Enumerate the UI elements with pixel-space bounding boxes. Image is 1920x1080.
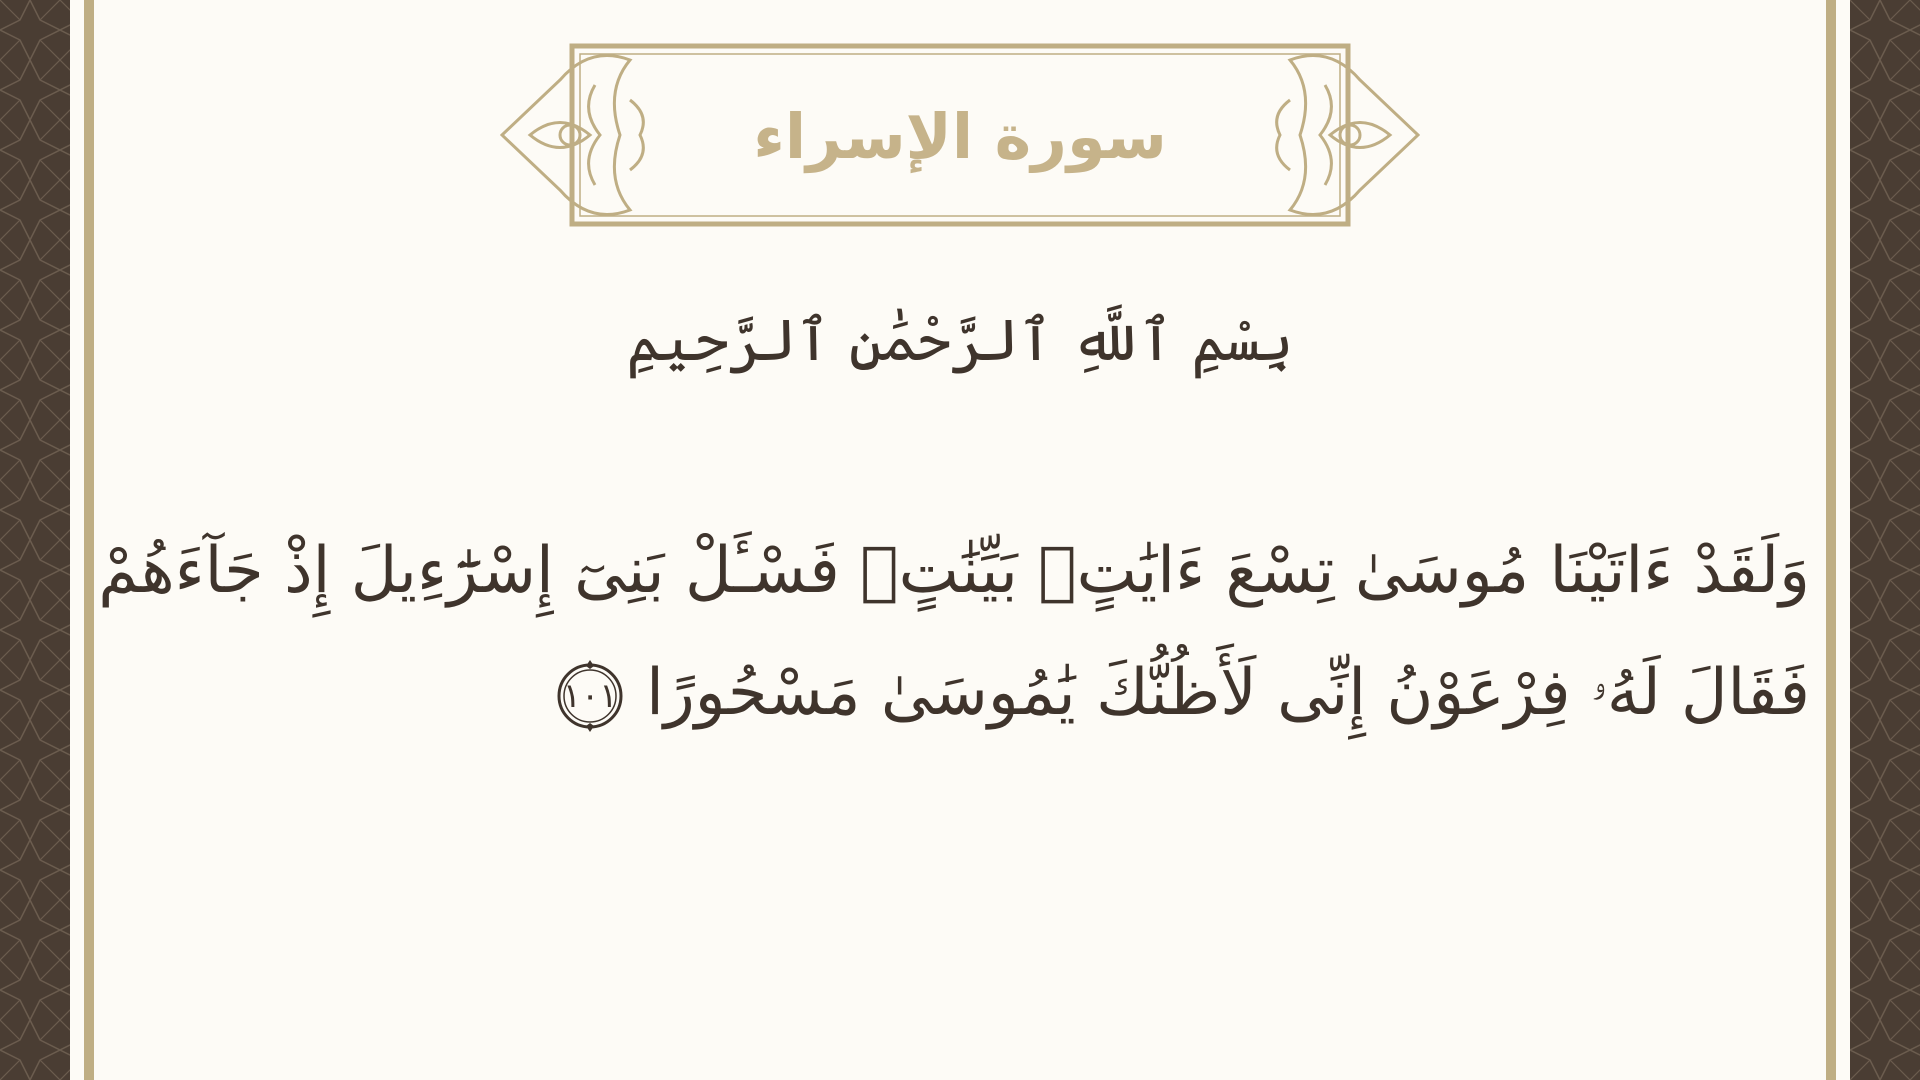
verse-line-1: وَلَقَدْ ءَاتَيْنَا مُوسَىٰ تِسْعَ ءَايَٰتٍۭ بَيِّنَٰتٍۖ فَسْـَٔلْ بَنِىٓ إِسْرَٰٓءِيلَ إِذْ جَآءَهُمْ — [98, 534, 1810, 608]
surah-header-cartouche — [500, 40, 1420, 230]
geometric-pattern-icon — [0, 0, 70, 1080]
left-gold-rule — [84, 0, 94, 1080]
verse-text — [98, 510, 1810, 754]
ayah-number: ١٠١ — [562, 676, 618, 717]
verse-line-2-text: فَقَالَ لَهُۥ فِرْعَوْنُ إِنِّى لَأَظُنُّكَ يَٰمُوسَىٰ مَسْحُورًا — [646, 656, 1810, 730]
right-pattern-band — [1850, 0, 1920, 1080]
basmala: بِسْمِ ٱللَّهِ ٱلرَّحْمَٰنِ ٱلرَّحِيمِ — [626, 306, 1294, 374]
verse-line-2 — [200, 632, 1810, 754]
surah-title: سورة الإسراء — [753, 99, 1167, 173]
geometric-pattern-icon — [1850, 0, 1920, 1080]
left-pattern-band — [0, 0, 70, 1080]
right-gold-rule — [1826, 0, 1836, 1080]
ayah-end-marker — [552, 658, 628, 734]
